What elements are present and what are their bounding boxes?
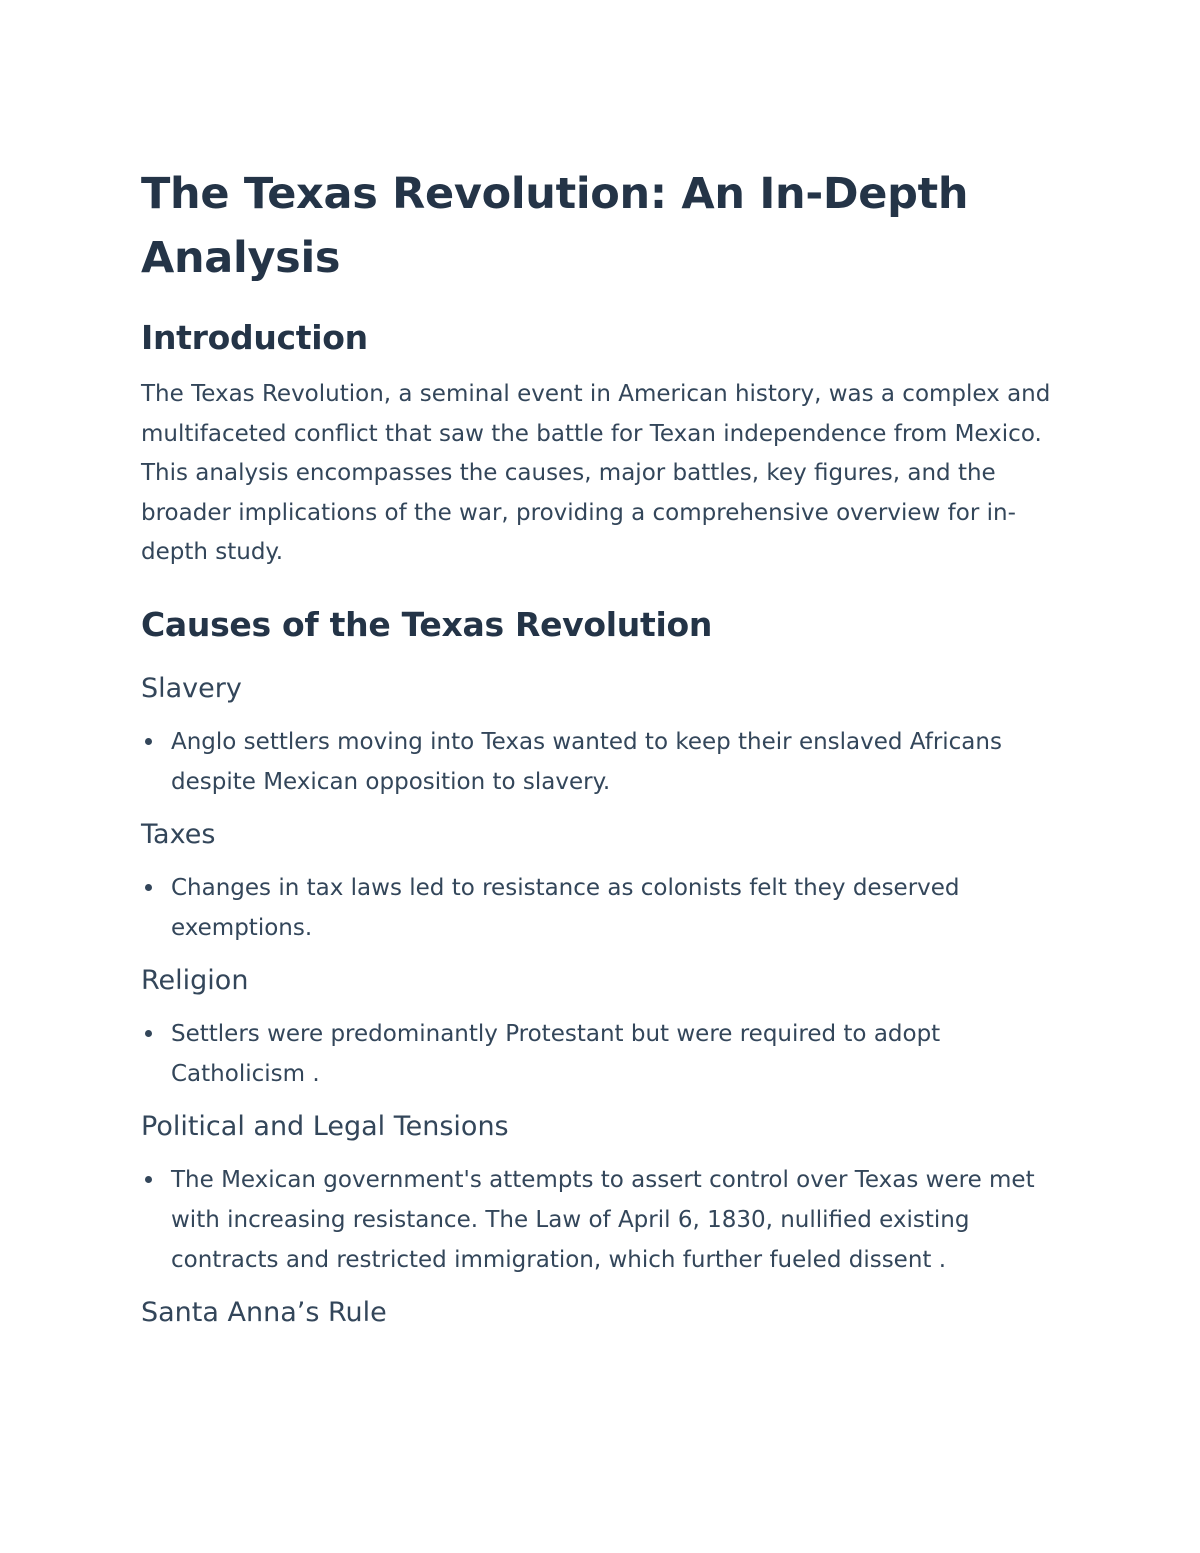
religion-list	[141, 1014, 1061, 1094]
document-page	[141, 162, 1061, 1332]
section-heading-causes: Causes of the Texas Revolution	[141, 604, 713, 644]
political-list	[141, 1160, 1061, 1280]
list-item-text: Settlers were predominantly Protestant but were required to adopt Catholicism .	[171, 1020, 941, 1087]
subheading-political-legal: Political and Legal Tensions	[141, 1110, 509, 1142]
list-item	[141, 722, 1061, 802]
list-item-text: Anglo settlers moving into Texas wanted to keep their enslaved Africans despite Mexican opposition to slavery.	[171, 728, 1002, 795]
subheading-religion: Religion	[141, 964, 249, 996]
introduction-paragraph: The Texas Revolution, a seminal event in American history, was a complex and multifaceted conflict that saw the battle for Texan independence from Mexico. This analysis encompasses the causes, major battles, key figures, and the broader implications of the war, providing a comprehensive overview for in-depth study.	[141, 381, 1051, 565]
slavery-list	[141, 722, 1061, 802]
bullet-icon	[145, 884, 152, 891]
list-item-text: The Mexican government's attempts to assert control over Texas were met with increasing resistance. The Law of April 6, 1830, nullified existing contracts and restricted immigration, which further fueled dissent .	[171, 1166, 1035, 1273]
document-title: The Texas Revolution: An In-Depth Analysis	[141, 169, 969, 283]
bullet-icon	[145, 1030, 152, 1037]
list-item	[141, 868, 1061, 948]
bullet-icon	[145, 1176, 152, 1183]
list-item	[141, 1160, 1061, 1280]
subheading-taxes: Taxes	[141, 818, 216, 850]
bullet-icon	[145, 738, 152, 745]
subheading-santa-anna: Santa Anna’s Rule	[141, 1296, 387, 1328]
section-heading-introduction: Introduction	[141, 318, 368, 357]
subheading-slavery: Slavery	[141, 672, 242, 704]
taxes-list	[141, 868, 1061, 948]
list-item	[141, 1014, 1061, 1094]
list-item-text: Changes in tax laws led to resistance as colonists felt they deserved exemptions.	[171, 874, 960, 941]
